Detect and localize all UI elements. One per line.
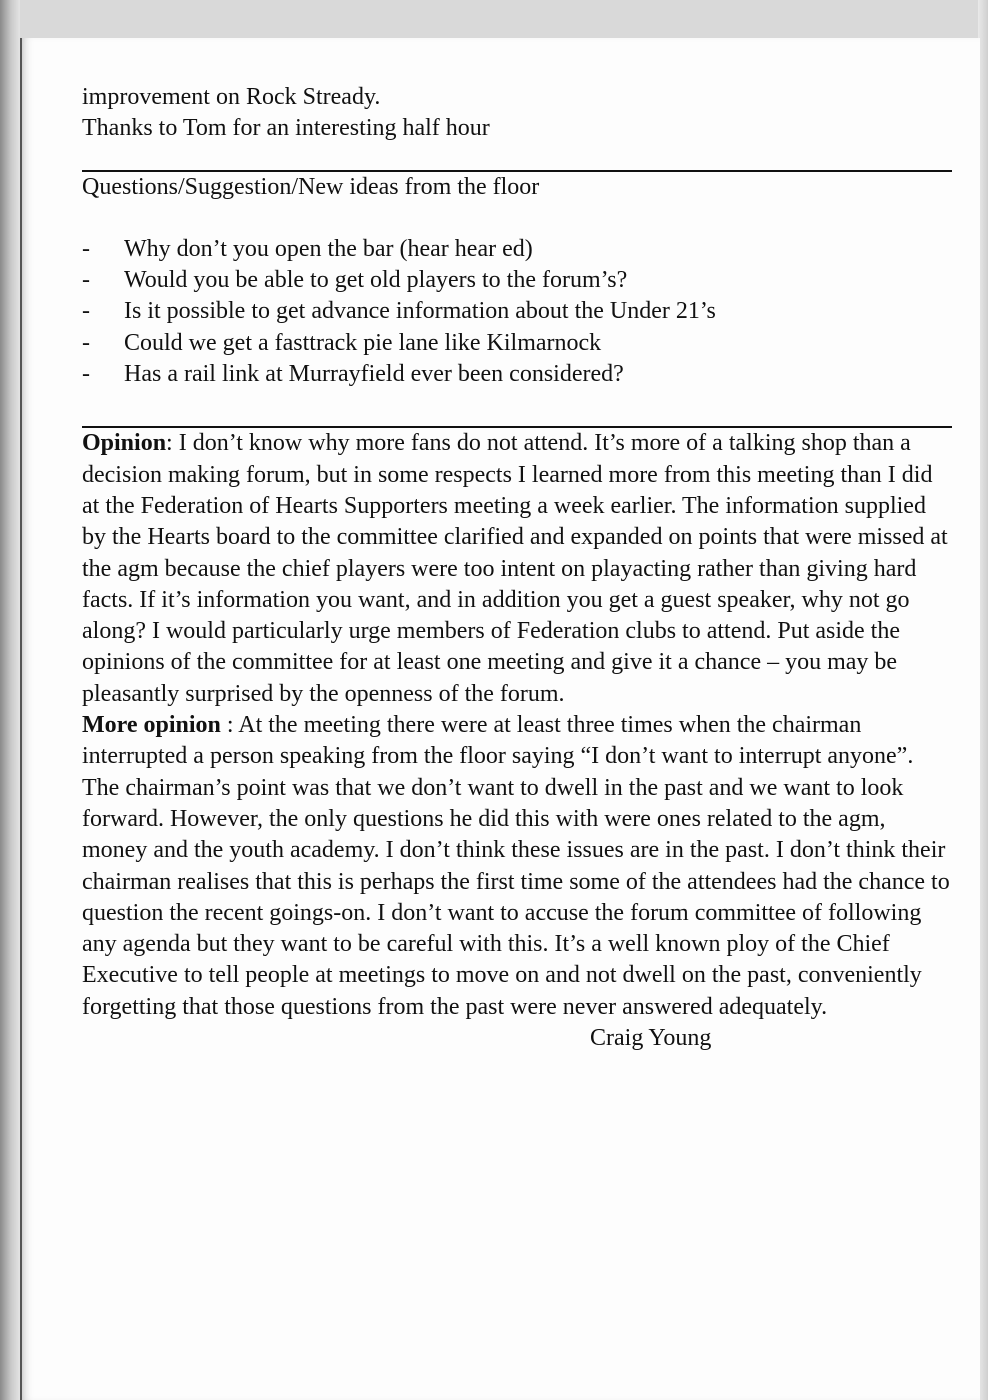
- opinion-label: Opinion: [82, 430, 167, 457]
- question-text: Could we get a fasttrack pie lane like Kilmarnock: [124, 329, 602, 356]
- question-text: Is it possible to get advance information about the Under 21’s: [124, 298, 716, 325]
- intro-fragment: improvement on Rock Stready.: [82, 84, 381, 110]
- bullet-dash: -: [82, 298, 90, 325]
- questions-list: [82, 234, 952, 390]
- more-opinion-label: More opinion: [82, 712, 221, 739]
- question-text: Has a rail link at Murrayfield ever been considered?: [124, 361, 624, 388]
- thanks-line: Thanks to Tom for an interesting half hour: [82, 115, 490, 142]
- bullet-dash: -: [82, 267, 90, 294]
- opinion-paragraph: [82, 428, 950, 710]
- list-item: [82, 328, 952, 359]
- question-text: Would you be able to get old players to the forum’s?: [124, 267, 628, 294]
- questions-heading: Questions/Suggestion/New ideas from the floor: [82, 173, 540, 200]
- more-opinion-text: : At the meeting there were at least three times when the chairman interrupted a person speaking from the floor saying “I don’t want to interrupt anyone”. The chairman’s point was that we don’t want to dwell in the past and we want to look forward. However, the only questions he did this with were ones related to the agm, money and the youth academy. I don’t think these issues are in the past. I don’t think their chairman realises that this is perhaps the first time some of the attendees had the chance to question the recent goings-on. I don’t want to accuse the forum committee of following any agenda but they want to be careful with this. It’s a well known ploy of the Chief Executive to tell people at meetings to move on and not dwell on the past, conveniently forgetting that those questions from the past were never answered adequately.: [82, 712, 950, 1020]
- page-content: [82, 82, 952, 1054]
- book-spine: [0, 0, 20, 1400]
- bullet-dash: -: [82, 235, 90, 262]
- document-page: [20, 38, 980, 1400]
- opinion-text: : I don’t know why more fans do not attend. It’s more of a talking shop than a decision making forum, but in some respects I learned more from this meeting than I did at the Federation of Hearts Supporters meeting a week earlier. The information supplied by the Hearts board to the committee clarified and expanded on points that were missed at the agm because the chief players were too intent on playacting rather than giving hard facts. If it’s information you want, and in addition you get a guest speaker, why not go along? I would particularly urge members of Federation clubs to attend. Put aside the opinions of the committee for at least one meeting and give it a chance – you may be pleasantly surprised by the openness of the forum.: [82, 430, 948, 707]
- list-item: [82, 265, 952, 296]
- bullet-dash: -: [82, 361, 90, 388]
- list-item: [82, 234, 952, 265]
- more-opinion-paragraph: [82, 710, 950, 1023]
- author-signature: Craig Young: [590, 1025, 712, 1052]
- list-item: [82, 359, 952, 390]
- question-text: Why don’t you open the bar (hear hear ed): [124, 235, 533, 262]
- list-item: [82, 296, 952, 327]
- bullet-dash: -: [82, 329, 90, 356]
